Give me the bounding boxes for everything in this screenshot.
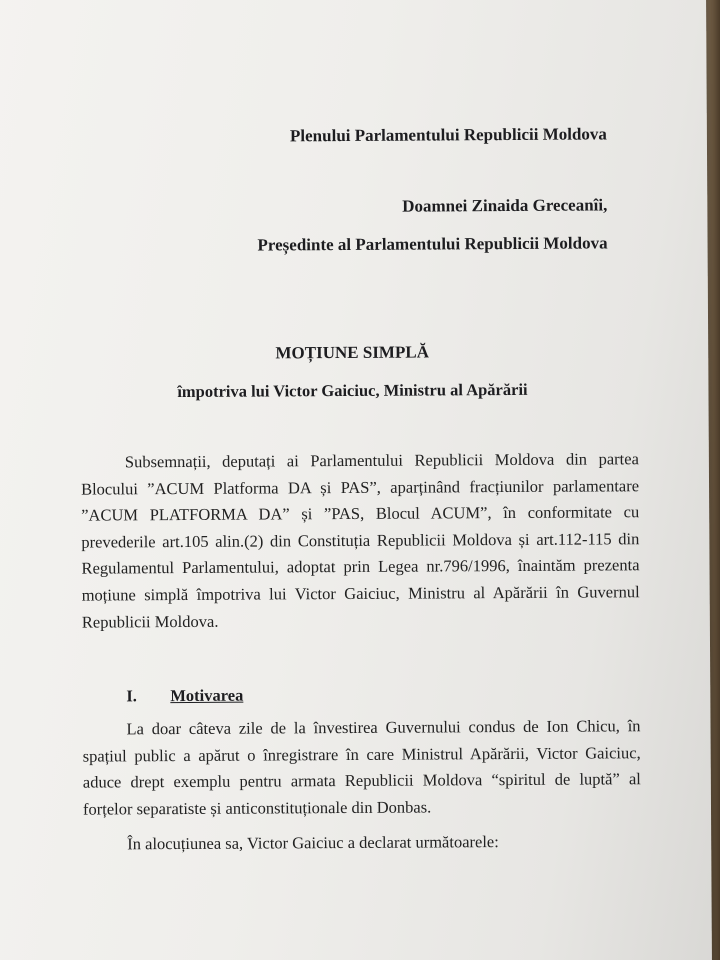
intro-line: Subsemnații, deputați ai Parlamentului Republicii Moldova din partea: [124, 449, 639, 472]
intro-line: Republicii Moldova.: [81, 611, 219, 632]
intro-paragraph: [81, 446, 640, 636]
motivation-line: forțelor separatiste și anticonstituționale din Donbas.: [82, 797, 432, 819]
document-title: MOȚIUNE SIMPLĂ: [275, 342, 430, 363]
section-title: Motivarea: [170, 685, 244, 706]
intro-line: prevederile art.105 alin.(2) din Constituția Republicii Moldova și art.112-115 din: [81, 528, 640, 552]
document-subtitle: împotriva lui Victor Gaiciuc, Ministru al Apărării: [177, 379, 528, 402]
intro-line: ”ACUM PLATFORMA DA” și ”PAS, Blocul ACUM”, în conformitate cu: [81, 502, 640, 525]
motivation-line: spațiul public a apărut o înregistrare în care Ministrul Apărării, Victor Gaiciuc,: [82, 742, 641, 766]
section-heading: [126, 686, 243, 707]
motivation-paragraph: [82, 713, 641, 823]
recipient-line-1: Plenului Parlamentului Republicii Moldova: [289, 124, 607, 146]
section-number: I.: [126, 686, 137, 706]
closing-paragraph: [83, 828, 641, 858]
motivation-line: La doar câteva zile de la învestirea Guvernului condus de Ion Chicu, în: [126, 716, 641, 739]
intro-line: moțiune simplă împotriva lui Victor Gaiciuc, Ministru al Apărării în Guvernul: [81, 582, 640, 605]
closing-line: În alocuțiunea sa, Victor Gaiciuc a declarat următoarele:: [127, 832, 499, 854]
recipient-line-2: Doamnei Zinaida Greceanîi,: [402, 195, 608, 216]
recipient-line-3: Președinte al Parlamentului Republicii Moldova: [257, 233, 608, 255]
intro-line: Blocului ”ACUM Platforma DA și PAS”, aparținând fracțiunilor parlamentare: [80, 475, 640, 499]
intro-line: Regulamentul Parlamentului, adoptat prin Legea nr.796/1996, înaintăm prezenta: [81, 555, 640, 578]
motivation-line: aduce drept exemplu pentru armata Republicii Moldova “spiritul de luptă” al: [82, 769, 641, 792]
